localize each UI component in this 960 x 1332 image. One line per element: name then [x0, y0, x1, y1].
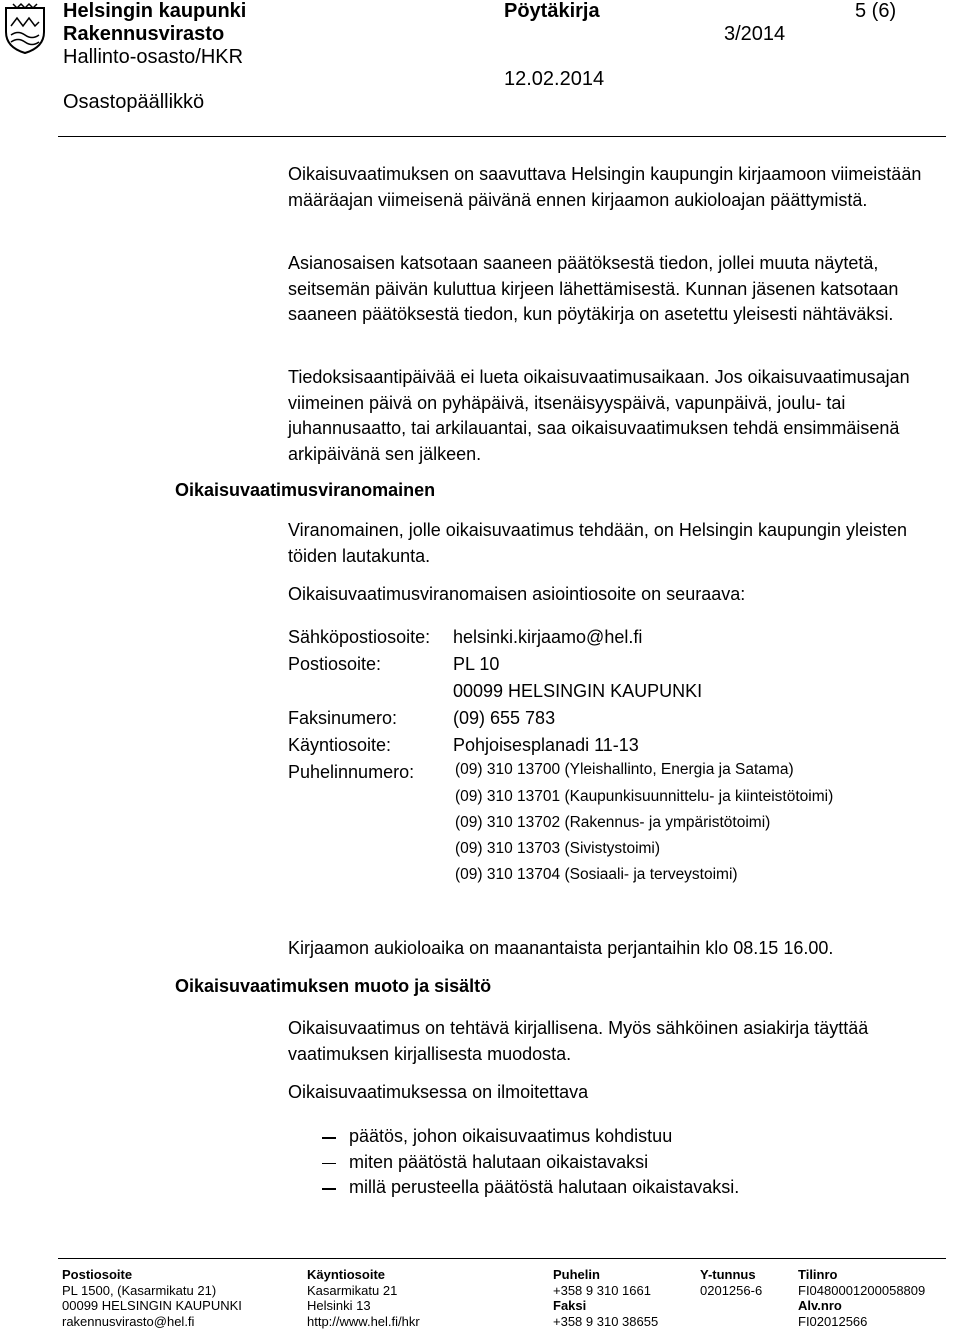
- paragraph-notice: Asianosaisen katsotaan saaneen päätöksestä tiedon, jollei muuta näytetä, seitsemän päivän kuluttua kirjeen lähettämisestä. Kunnan jäsenen katsotaan saaneen päätöksestä tiedon, kun pöytäkirja on asetettu yleisesti nähtäväksi.: [288, 253, 899, 324]
- footer-visiting-line: Helsinki 13: [307, 1298, 371, 1313]
- paragraph-opening-hours: Kirjaamon aukioloaika on maanantaista perjantaihin klo 08.15 16.00.: [288, 938, 834, 958]
- footer-fax-value: +358 9 310 38655: [553, 1313, 659, 1329]
- fax-label: Faksinumero:: [288, 708, 398, 728]
- footer-postal-line: 00099 HELSINGIN KAUPUNKI: [62, 1298, 242, 1313]
- footer-vat-heading: Alv.nro: [798, 1298, 842, 1313]
- phone-label: Puhelinnumero:: [288, 762, 415, 782]
- visit-label: Käyntiosoite:: [288, 735, 392, 755]
- paragraph-address-intro: Oikaisuvaatimusviranomaisen asiointiosoite on seuraava:: [288, 584, 746, 604]
- post-label: Postiosoite:: [288, 654, 382, 674]
- phone-number: (09) 310 13700 (Yleishallinto, Energia ja Satama): [455, 761, 794, 778]
- footer-divider: [58, 1258, 946, 1259]
- city-crest-logo: [3, 2, 47, 54]
- header-doc-type: Pöytäkirja: [504, 0, 600, 22]
- footer-vat-value: FI02012566: [798, 1313, 868, 1329]
- dash-bullet: [322, 1137, 336, 1139]
- footer-account-value: FI0480001200058809: [798, 1282, 926, 1298]
- header-official: Osastopäällikkö: [63, 91, 205, 113]
- paragraph-required-contents: Oikaisuvaatimuksessa on ilmoitettava: [288, 1082, 589, 1102]
- phone-number: (09) 310 13704 (Sosiaali- ja terveystoimi): [455, 866, 738, 883]
- dash-bullet: [322, 1163, 336, 1165]
- list-item-text: miten päätöstä halutaan oikaistavaksi: [349, 1151, 649, 1172]
- paragraph-deadline: Oikaisuvaatimuksen on saavuttava Helsingin kaupungin kirjaamoon viimeistään määräajan viimeisenä päivänä ennen kirjaamon aukioloajan päättymistä.: [288, 164, 922, 210]
- list-item-text: millä perusteella päätöstä halutaan oikaistavaksi.: [349, 1177, 740, 1197]
- footer-business-id-value: 0201256-6: [700, 1282, 763, 1298]
- section-heading-form: Oikaisuvaatimuksen muoto ja sisältö: [175, 976, 492, 996]
- post-line-2: 00099 HELSINGIN KAUPUNKI: [453, 681, 703, 701]
- header-divider: [58, 136, 946, 137]
- footer-account-heading: Tilinro: [798, 1267, 838, 1282]
- requirements-list: [288, 1124, 739, 1201]
- email-value[interactable]: helsinki.kirjaamo@hel.fi: [453, 627, 643, 647]
- footer-visiting: [307, 1267, 420, 1329]
- footer-email-link[interactable]: rakennusvirasto@hel.fi: [62, 1313, 195, 1329]
- header-date: 12.02.2014: [504, 68, 605, 90]
- visit-value: Pohjoisesplanadi 11-13: [453, 735, 639, 755]
- paragraph-authority: Viranomainen, jolle oikaisuvaatimus tehdään, on Helsingin kaupungin yleisten töiden lautakunta.: [288, 520, 908, 566]
- footer-business-id-heading: Y-tunnus: [700, 1267, 756, 1282]
- header-doc-number: 3/2014: [724, 23, 786, 45]
- section-heading-authority: Oikaisuvaatimusviranomainen: [175, 480, 436, 500]
- footer-phone-heading: Puhelin: [553, 1267, 600, 1282]
- footer-account: [798, 1267, 925, 1329]
- phone-number: (09) 310 13701 (Kaupunkisuunnittelu- ja kiinteistötoimi): [455, 788, 834, 805]
- footer-fax-heading: Faksi: [553, 1298, 587, 1313]
- phone-number: (09) 310 13702 (Rakennus- ja ympäristötoimi): [455, 814, 771, 831]
- header-city: Helsingin kaupunki: [63, 0, 247, 22]
- footer-business-id: [700, 1267, 762, 1298]
- footer-postal-line: PL 1500, (Kasarmikatu 21): [62, 1282, 217, 1298]
- phone-number: (09) 310 13703 (Sivistystoimi): [455, 840, 661, 857]
- footer-postal-heading: Postiosoite: [62, 1267, 133, 1282]
- post-line-1: PL 10: [453, 654, 500, 674]
- paragraph-delivery-day: Tiedoksisaantipäivää ei lueta oikaisuvaatimusaikaan. Jos oikaisuvaatimusajan viimeinen päivä on pyhäpäivä, itsenäisyyspäivä, vapunpäivä, joulu- tai juhannusaatto, tai arkilauantai, saa oikaisuvaatimuksen tehdä ensimmäisenä arkipäivänä sen jälkeen.: [288, 367, 910, 464]
- list-item: [288, 1124, 739, 1150]
- footer-visiting-heading: Käyntiosoite: [307, 1267, 386, 1282]
- list-item-text: päätös, johon oikaisuvaatimus kohdistuu: [349, 1126, 673, 1146]
- footer-visiting-line: Kasarmikatu 21: [307, 1282, 398, 1298]
- dash-bullet: [322, 1188, 336, 1190]
- email-label: Sähköpostiosoite:: [288, 627, 431, 647]
- footer-postal: [62, 1267, 242, 1329]
- header-department: Rakennusvirasto: [63, 23, 225, 45]
- header-page-number: 5 (6): [855, 0, 897, 22]
- list-item: [288, 1150, 739, 1176]
- fax-value: (09) 655 783: [453, 708, 556, 728]
- list-item: [288, 1175, 739, 1201]
- header-unit: Hallinto-osasto/HKR: [63, 46, 244, 68]
- footer-phone-value: +358 9 310 1661: [553, 1282, 651, 1298]
- footer-phone: [553, 1267, 658, 1329]
- footer-website-link[interactable]: http://www.hel.fi/hkr: [307, 1313, 420, 1329]
- paragraph-written-form: Oikaisuvaatimus on tehtävä kirjallisena. Myös sähköinen asiakirja täyttää vaatimuksen kirjallisesta muodosta.: [288, 1018, 869, 1064]
